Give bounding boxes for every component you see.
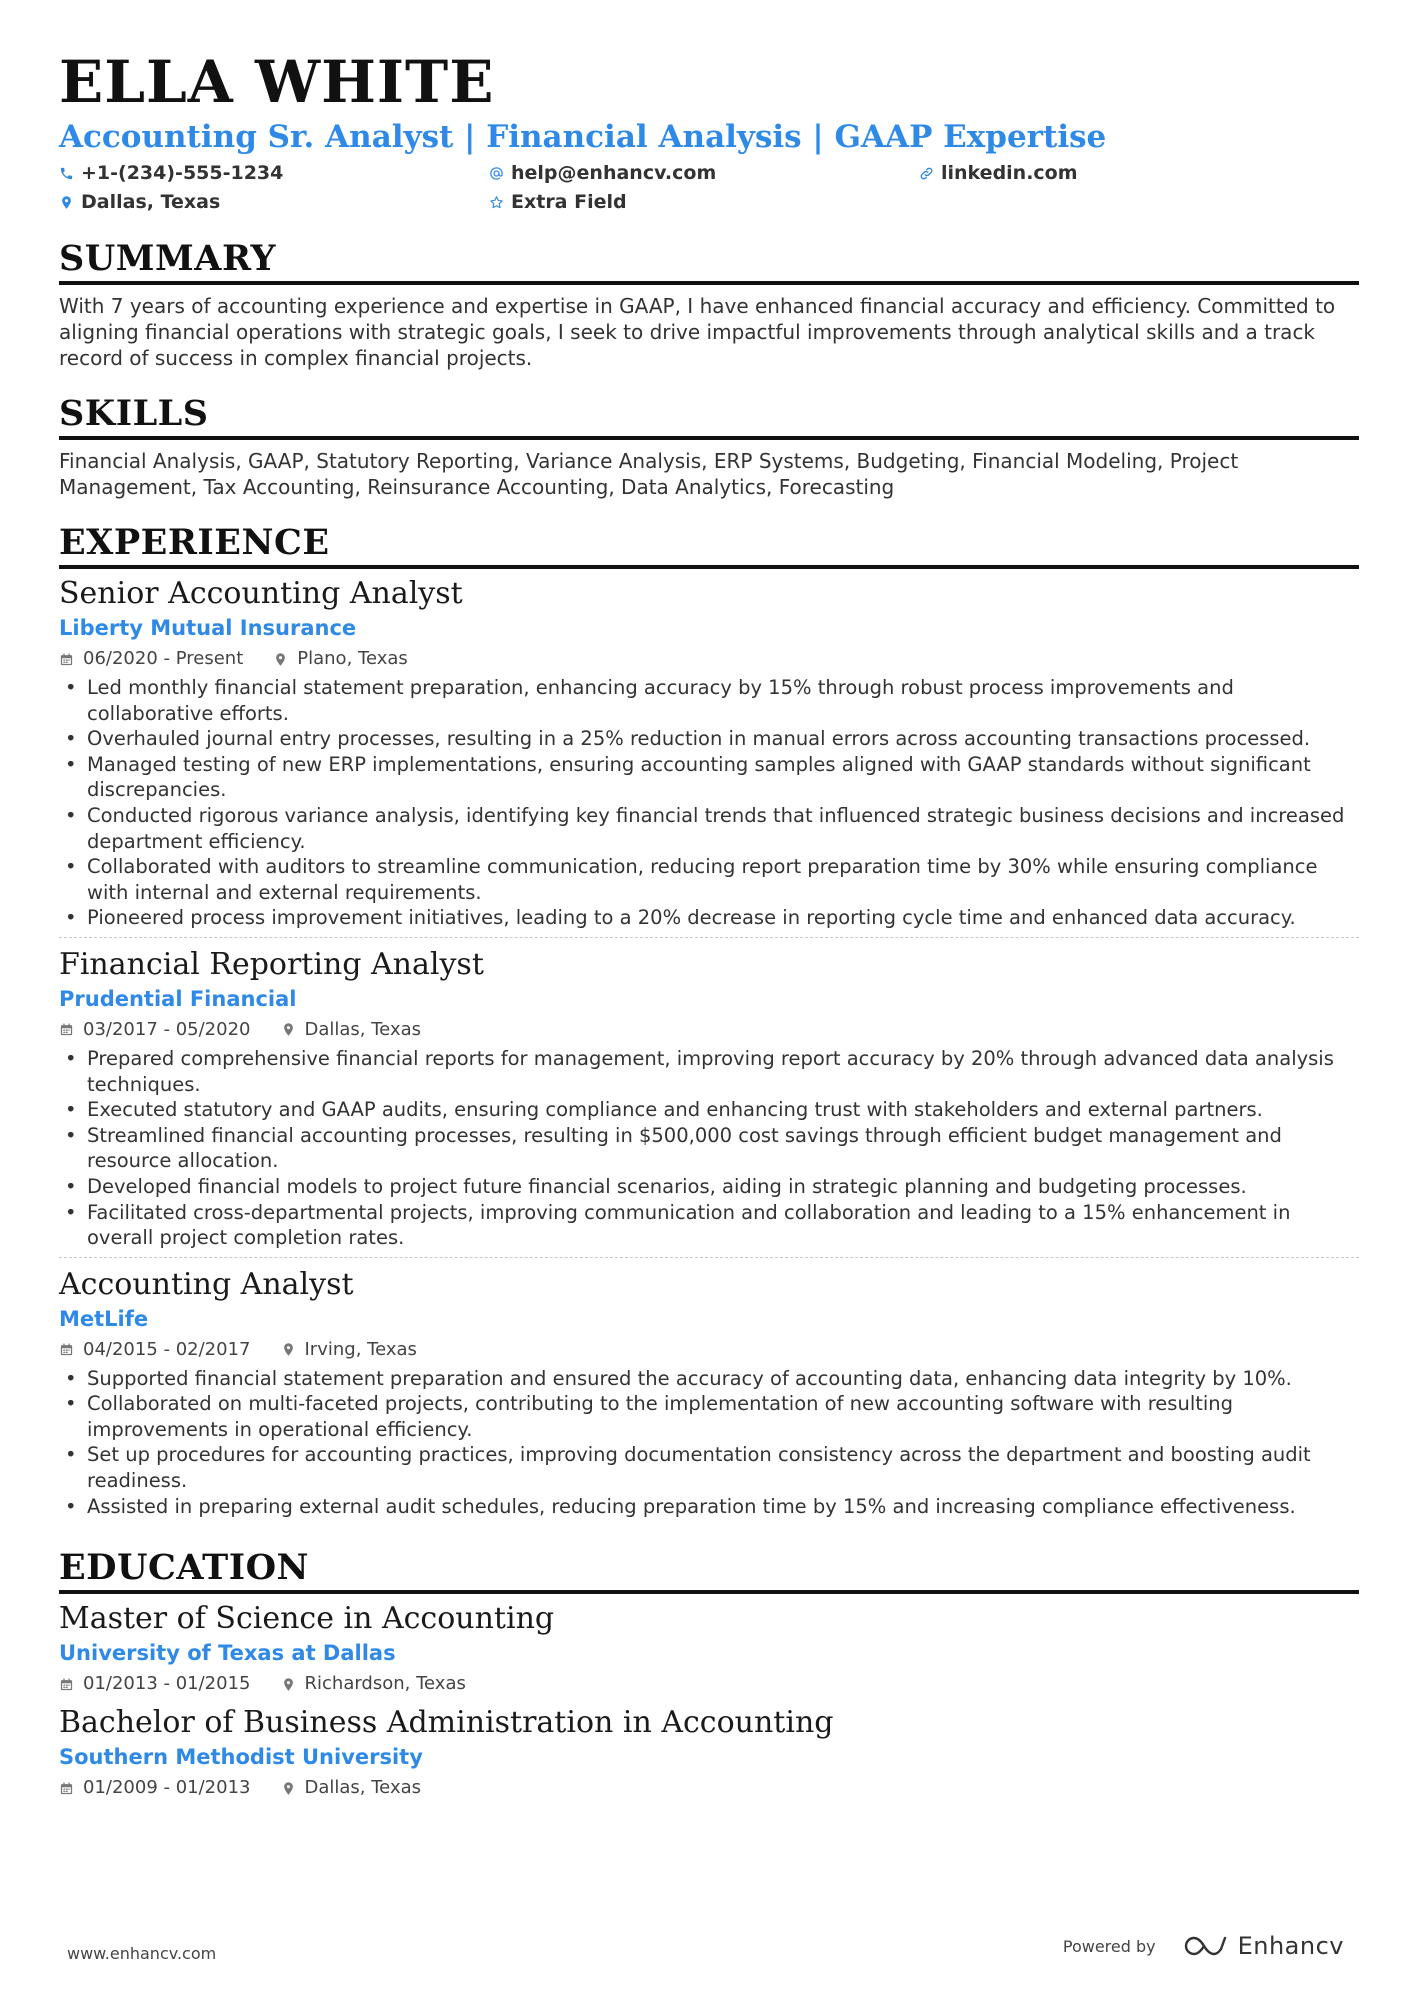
location-pin-icon (281, 1677, 296, 1692)
calendar-icon (59, 1022, 74, 1037)
job-dates (59, 645, 243, 673)
job-bullets (59, 1046, 1359, 1251)
bullet-item: • Prepared comprehensive financial reports for management, improving report accuracy by 20% through advanced data analysis techniques. (59, 1046, 1359, 1097)
bullet-item: • Executed statutory and GAAP audits, ensuring compliance and enhancing trust with stakeholders and external partners. (59, 1097, 1359, 1123)
job-location (281, 1016, 422, 1044)
at-icon (489, 166, 504, 181)
job-entry (59, 946, 1359, 1258)
bullet-item: • Managed testing of new ERP implementations, ensuring accounting samples aligned with GAAP standards without significant discrepancies. (59, 752, 1359, 803)
contact-phone[interactable] (59, 160, 489, 187)
job-title: Senior Accounting Analyst (59, 576, 463, 611)
footer-branding[interactable] (1063, 1932, 1344, 1960)
education-title: EDUCATION (59, 1547, 1359, 1594)
bullet-item: • Collaborated with auditors to streamline communication, reducing report preparation time by 30% while ensuring compliance with internal and external requirements. (59, 854, 1359, 905)
education-meta (59, 1774, 1359, 1802)
calendar-icon (59, 1677, 74, 1692)
education-dates-text: 01/2013 - 01/2015 (83, 1673, 251, 1695)
brand-name: Enhancv (1237, 1932, 1344, 1960)
job-company: MetLife (59, 1306, 149, 1331)
job-entry (59, 1266, 1359, 1526)
job-location-text: Irving, Texas (304, 1338, 417, 1360)
bullet-item: • Conducted rigorous variance analysis, identifying key financial trends that influenced strategic business decisions and increased department efficiency. (59, 803, 1359, 854)
job-location-text: Plano, Texas (297, 648, 408, 669)
bullet-item: • Streamlined financial accounting processes, resulting in $500,000 cost savings through efficient budget management and resource allocation. (59, 1123, 1359, 1174)
headline: Accounting Sr. Analyst | Financial Analysis | GAAP Expertise (59, 119, 1107, 155)
bullet-item: • Set up procedures for accounting practices, improving documentation consistency across the department and boosting audit readiness. (59, 1442, 1359, 1493)
job-meta (59, 1336, 1359, 1364)
education-entry (59, 1600, 1359, 1698)
education-entry (59, 1704, 1359, 1802)
job-meta (59, 1016, 1359, 1044)
contact-info (59, 160, 1359, 216)
job-title: Accounting Analyst (59, 1266, 354, 1302)
education-location-text: Dallas, Texas (304, 1777, 421, 1799)
bullet-item: • Pioneered process improvement initiatives, leading to a 20% decrease in reporting cycle time and enhanced data accuracy. (59, 905, 1359, 931)
email-text: help@enhancv.com (511, 162, 717, 184)
school-name: University of Texas at Dallas (59, 1641, 396, 1666)
location-pin-icon (281, 1342, 296, 1357)
contact-email[interactable] (489, 160, 919, 187)
education-location (281, 1774, 422, 1802)
education-dates-text: 01/2009 - 01/2013 (83, 1777, 251, 1799)
job-dates (59, 1016, 251, 1044)
bullet-item: • Led monthly financial statement preparation, enhancing accuracy by 15% through robust process improvements and collaborative efforts. (59, 675, 1359, 726)
calendar-icon (59, 1781, 74, 1796)
job-bullets (59, 1366, 1359, 1520)
powered-by-label: Powered by (1062, 1936, 1156, 1956)
location-text: Dallas, Texas (81, 191, 221, 213)
skills-section (59, 393, 1359, 500)
extra-text: Extra Field (511, 191, 627, 213)
degree-title: Bachelor of Business Administration in Accounting (59, 1705, 834, 1741)
summary-text: With 7 years of accounting experience and expertise in GAAP, I have enhanced financial accuracy and efficiency. Committed to aligning financial operations with strategic goals, I seek to drive impactful improvements through analytical skills and a track record of success in complex financial projects. (59, 294, 1336, 370)
location-pin-icon (281, 1781, 296, 1796)
summary-section (59, 238, 1359, 371)
education-dates (59, 1774, 251, 1802)
calendar-icon (59, 652, 74, 667)
education-location (281, 1670, 466, 1698)
contact-location (59, 189, 489, 216)
location-pin-icon (273, 652, 288, 667)
resume-page (59, 48, 1359, 1802)
location-pin-icon (59, 195, 74, 210)
job-bullets (59, 675, 1359, 931)
bullet-item: • Overhauled journal entry processes, resulting in a 25% reduction in manual errors across accounting transactions processed. (59, 726, 1359, 752)
bullet-item: • Facilitated cross-departmental projects, improving communication and collaboration and leading to a 15% enhancement in overall project completion rates. (59, 1200, 1359, 1251)
skills-title: SKILLS (59, 393, 1359, 440)
job-entry (59, 575, 1359, 938)
bullet-item: • Assisted in preparing external audit schedules, reducing preparation time by 15% and increasing compliance effectiveness. (59, 1494, 1359, 1520)
bullet-item: • Developed financial models to project future financial scenarios, aiding in strategic planning and budgeting processes. (59, 1174, 1359, 1200)
calendar-icon (59, 1342, 74, 1357)
contact-extra (489, 189, 919, 216)
job-dates-text: 04/2015 - 02/2017 (83, 1338, 251, 1360)
job-company: Liberty Mutual Insurance (59, 616, 357, 640)
bullet-item: • Supported financial statement preparation and ensured the accuracy of accounting data, enhancing data integrity by 10%. (59, 1366, 1359, 1392)
job-dates (59, 1336, 251, 1364)
link-icon (919, 166, 934, 181)
candidate-name: ELLA WHITE (59, 48, 495, 116)
bullet-item: • Collaborated on multi-faceted projects, contributing to the implementation of new accounting software with resulting improvements in operational efficiency. (59, 1391, 1359, 1442)
linkedin-text: linkedin.com (941, 162, 1078, 184)
phone-icon (59, 166, 74, 181)
job-location (273, 645, 408, 673)
summary-title: SUMMARY (59, 238, 1359, 285)
enhancv-logo-icon (1184, 1933, 1230, 1959)
job-title: Financial Reporting Analyst (59, 946, 484, 982)
job-location (281, 1336, 417, 1364)
job-location-text: Dallas, Texas (304, 1018, 421, 1040)
experience-title: EXPERIENCE (59, 522, 1359, 569)
education-meta (59, 1670, 1359, 1698)
contact-linkedin[interactable] (919, 160, 1279, 187)
job-company: Prudential Financial (59, 986, 297, 1011)
school-name: Southern Methodist University (59, 1745, 423, 1770)
degree-title: Master of Science in Accounting (59, 1601, 555, 1637)
location-pin-icon (281, 1022, 296, 1037)
star-icon (489, 195, 504, 210)
job-dates-text: 06/2020 - Present (83, 648, 244, 669)
phone-text: +1-(234)-555-1234 (81, 162, 284, 184)
experience-section (59, 522, 1359, 1525)
education-section (59, 1547, 1359, 1802)
job-meta (59, 645, 1359, 673)
education-dates (59, 1670, 251, 1698)
skills-text: Financial Analysis, GAAP, Statutory Reporting, Variance Analysis, ERP Systems, Budgeting, Financial Modeling, Project Management, Tax Accounting, Reinsurance Accounting, Data Analytics, Forecasting (59, 449, 1239, 499)
footer-website[interactable]: www.enhancv.com (67, 1944, 217, 1963)
education-location-text: Richardson, Texas (304, 1673, 466, 1695)
job-dates-text: 03/2017 - 05/2020 (83, 1018, 251, 1040)
